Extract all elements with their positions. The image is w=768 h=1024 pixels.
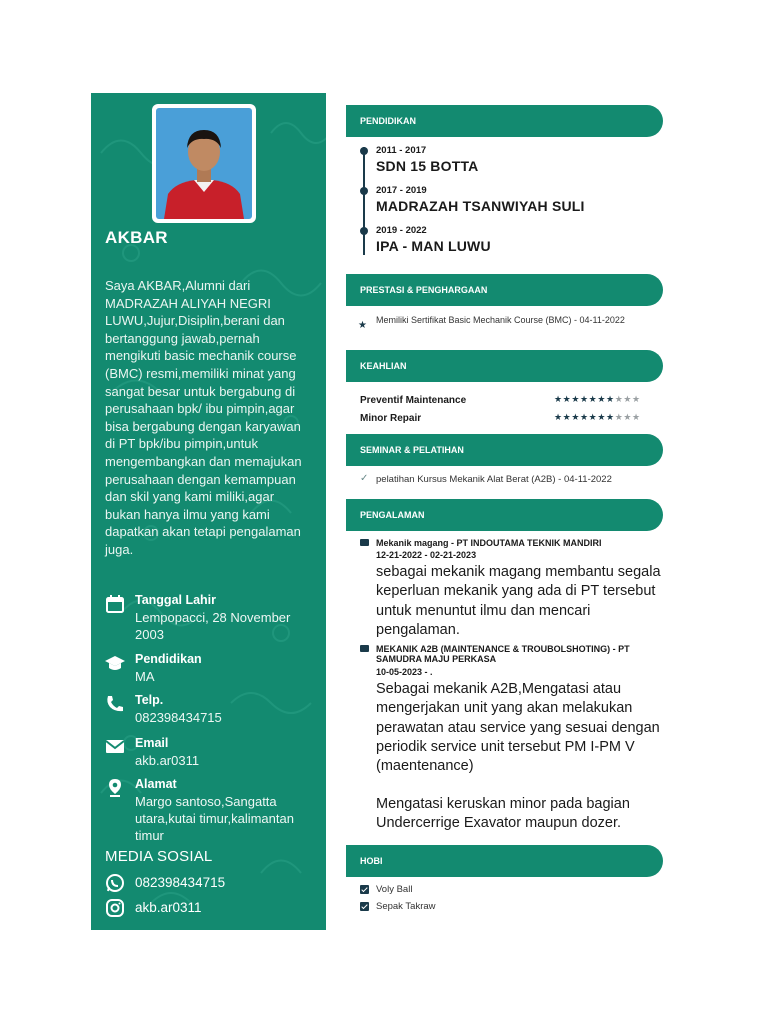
contact-label: Pendidikan <box>135 652 202 666</box>
job-date: 12-21-2022 - 02-21-2023 <box>376 550 477 560</box>
contact-value: Lempopacci, 28 November 2003 <box>135 610 291 642</box>
section-header-seminars: SEMINAR & PELATIHAN <box>346 434 663 466</box>
job-title: Mekanik magang - PT INDOUTAMA TEKNIK MANDIRI <box>376 538 602 548</box>
contact-label: Tanggal Lahir <box>135 593 217 607</box>
education-years: 2017 - 2019 <box>376 185 427 196</box>
social-value: 082398434715 <box>135 875 226 890</box>
star-icon: ★ <box>358 320 367 331</box>
job-title: MEKANIK A2B (MAINTENANCE & TROUBOLSHOTING) - PT SAMUDRA MAJU PERKASA <box>376 644 630 664</box>
education-timeline <box>363 147 365 255</box>
profile-summary: Saya AKBAR,Alumni dari MADRAZAH ALIYAH NEGRI LUWU,Jujur,Disiplin,berani dan bertanggung jawab,pernah mengikuti basic mechanik course (BMC) resmi,memiliki minat yang sangat besar untuk bergabung di perusahaan bpk/ ibu pimpin,agar bisa bergabung dengan karyawan di PT bpk/ibu pimpin,untuk mengembangkan dan memajukan perusahaan dengan kemampuan dan skil yang kami miliki,agar bukan hanya ilmu yang kami dapatkan akan tetapi pengalaman juga. <box>105 278 302 557</box>
profile-photo-frame <box>152 104 256 223</box>
job-description: Sebagai mekanik A2B,Mengatasi atau mengerjakan unit yang akan melakukan perawatan atau service yang sesuai dengan periodik service unit tersebut PM I-PM V (maentenance) <box>376 681 660 775</box>
contact-value: MA <box>135 669 155 684</box>
contact-value: 082398434715 <box>135 710 222 725</box>
phone-icon <box>105 695 125 713</box>
section-header-education: PENDIDIKAN <box>346 105 663 137</box>
sidebar <box>91 93 326 930</box>
job-description: sebagai mekanik magang membantu segala keperluan mekanik yang ada di PT tersebut untuk menuntut ilmu dan mencari pengalaman. <box>376 564 661 638</box>
contact-label: Telp. <box>135 693 164 707</box>
education-school: IPA - MAN LUWU <box>376 238 491 254</box>
contact-value: akb.ar0311 <box>135 753 200 768</box>
education-school: MADRAZAH TSANWIYAH SULI <box>376 198 585 214</box>
section-header-hobbies: HOBI <box>346 845 663 877</box>
hobby-item: Voly Ball <box>376 884 413 895</box>
section-header-skills: KEAHLIAN <box>346 350 663 382</box>
graduation-cap-icon <box>105 654 125 672</box>
skill-name: Preventif Maintenance <box>360 395 467 406</box>
checkmark-icon: ✓ <box>360 473 369 484</box>
profile-photo <box>156 108 252 219</box>
social-media-title: MEDIA SOSIAL <box>105 848 213 865</box>
skill-rating-stars: ★★★★★★★★★★ <box>554 412 641 422</box>
checkbox-icon <box>360 885 369 894</box>
skill-name: Minor Repair <box>360 413 422 424</box>
location-pin-icon <box>105 779 125 797</box>
email-icon <box>105 738 125 756</box>
education-years: 2019 - 2022 <box>376 225 427 236</box>
whatsapp-icon <box>105 874 125 892</box>
instagram-icon <box>105 899 125 917</box>
briefcase-icon <box>360 645 369 652</box>
contact-label: Alamat <box>135 777 177 791</box>
timeline-dot <box>360 147 368 155</box>
resume-content <box>346 105 664 930</box>
achievement-item: Memiliki Sertifikat Basic Mechanik Course (BMC) - 04-11-2022 <box>376 315 625 325</box>
social-value: akb.ar0311 <box>135 900 202 915</box>
briefcase-icon <box>360 539 369 546</box>
education-school: SDN 15 BOTTA <box>376 158 479 174</box>
section-header-experience: PENGALAMAN <box>346 499 663 531</box>
candidate-name: AKBAR <box>105 228 168 247</box>
job-description-extra: Mengatasi keruskan minor pada bagian Undercerrige Exavator maupun dozer. <box>376 796 630 832</box>
calendar-icon <box>105 595 125 613</box>
social-whatsapp <box>105 873 315 895</box>
seminar-item: pelatihan Kursus Mekanik Alat Berat (A2B) - 04-11-2022 <box>376 474 612 485</box>
contact-label: Email <box>135 736 169 750</box>
timeline-dot <box>360 227 368 235</box>
contact-value: Margo santoso,Sangatta utara,kutai timur,kalimantan timur <box>135 794 294 843</box>
section-header-achievements: PRESTASI & PENGHARGAAN <box>346 274 663 306</box>
checkbox-icon <box>360 902 369 911</box>
timeline-dot <box>360 187 368 195</box>
skill-rating-stars: ★★★★★★★★★★ <box>554 394 641 404</box>
education-years: 2011 - 2017 <box>376 145 427 156</box>
social-instagram <box>105 898 315 920</box>
hobby-item: Sepak Takraw <box>376 901 436 912</box>
job-date: 10-05-2023 - . <box>376 667 433 677</box>
